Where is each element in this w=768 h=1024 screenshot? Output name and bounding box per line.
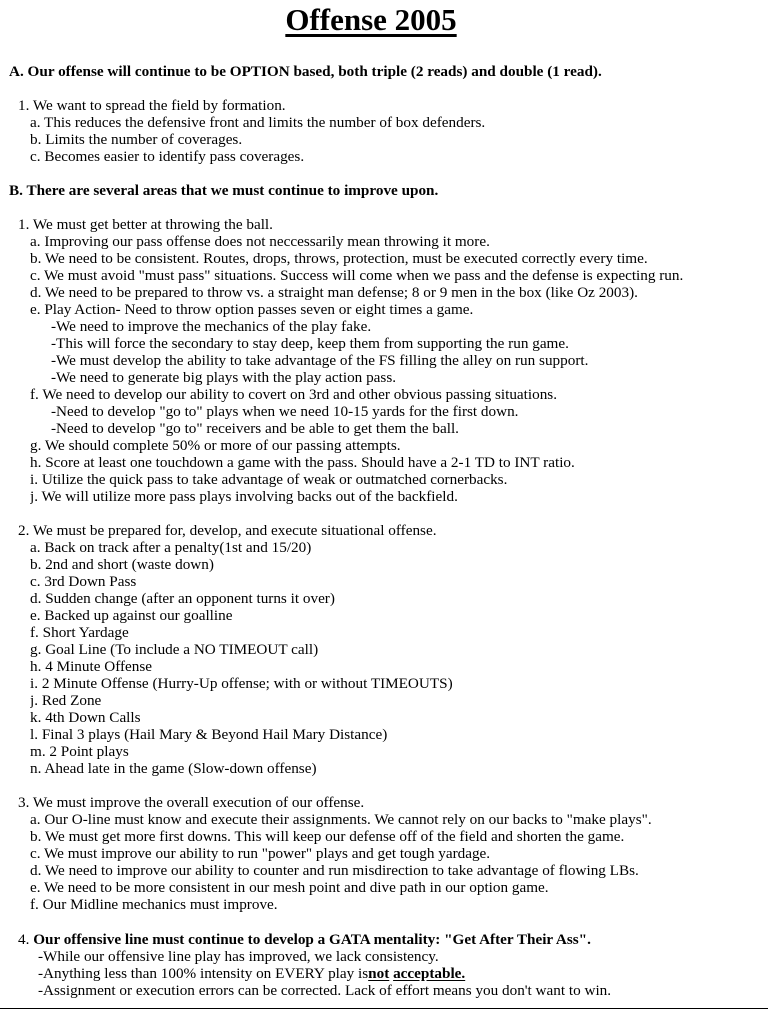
list-item: c. We must improve our ability to run "power" plays and get tough yardage. <box>30 845 491 862</box>
list-item: i. Utilize the quick pass to take advantage of weak or outmatched cornerbacks. <box>30 471 508 488</box>
list-item: f. Short Yardage <box>30 624 129 641</box>
list-item: e. Backed up against our goalline <box>30 607 233 624</box>
list-item <box>18 931 768 948</box>
list-item: -While our offensive line play has improved, we lack consistency. <box>38 948 439 965</box>
list-item: h. Score at least one touchdown a game with the pass. Should have a 2-1 TD to INT ratio. <box>30 454 575 471</box>
list-item: f. Our Midline mechanics must improve. <box>30 896 278 913</box>
footer-rule <box>0 1008 768 1009</box>
list-item: a. Our O-line must know and execute their assignments. We cannot rely on our backs to "make plays". <box>30 811 652 828</box>
item-number: 4. <box>18 931 34 948</box>
list-item: e. We need to be more consistent in our mesh point and dive path in our option game. <box>30 879 549 896</box>
list-item: k. 4th Down Calls <box>30 709 141 726</box>
list-item <box>38 965 768 982</box>
list-item: n. Ahead late in the game (Slow-down offense) <box>30 760 317 777</box>
list-item: i. 2 Minute Offense (Hurry-Up offense; with or without TIMEOUTS) <box>30 675 453 692</box>
list-item: 1. We must get better at throwing the ball. <box>18 216 273 233</box>
item-text: Our offensive line must continue to develop a GATA mentality: "Get After Their Ass". <box>33 931 591 948</box>
list-item: j. We will utilize more pass plays involving backs out of the backfield. <box>30 488 458 505</box>
list-item: g. Goal Line (To include a NO TIMEOUT call) <box>30 641 319 658</box>
list-item: a. This reduces the defensive front and limits the number of box defenders. <box>30 114 486 131</box>
list-item: h. 4 Minute Offense <box>30 658 153 675</box>
list-item: b. We must get more first downs. This will keep our defense off of the field and shorten the game. <box>30 828 625 845</box>
emphasis-acceptable: acceptable. <box>393 965 466 982</box>
list-item: b. 2nd and short (waste down) <box>30 556 214 573</box>
list-item: -This will force the secondary to stay deep, keep them from supporting the run game. <box>51 335 569 352</box>
list-item: e. Play Action- Need to throw option passes seven or eight times a game. <box>30 301 474 318</box>
list-item: c. Becomes easier to identify pass coverages. <box>30 148 305 165</box>
section-heading: B. There are several areas that we must continue to improve upon. <box>9 182 439 199</box>
list-item: d. We need to be prepared to throw vs. a straight man defense; 8 or 9 men in the box (like Oz 2003). <box>30 284 638 301</box>
section-heading: A. Our offense will continue to be OPTION based, both triple (2 reads) and double (1 read). <box>9 63 602 80</box>
list-item: a. Back on track after a penalty(1st and 15/20) <box>30 539 312 556</box>
list-item: j. Red Zone <box>30 692 102 709</box>
list-item: 1. We want to spread the field by formation. <box>18 97 286 114</box>
list-item: f. We need to develop our ability to covert on 3rd and other obvious passing situations. <box>30 386 558 403</box>
list-item: -Need to develop "go to" plays when we need 10-15 yards for the first down. <box>51 403 519 420</box>
list-item: -We need to improve the mechanics of the play fake. <box>51 318 372 335</box>
list-item: d. Sudden change (after an opponent turns it over) <box>30 590 335 607</box>
list-item: -Assignment or execution errors can be corrected. Lack of effort means you don't want to win. <box>38 982 612 999</box>
list-item: m. 2 Point plays <box>30 743 129 760</box>
list-item: a. Improving our pass offense does not neccessarily mean throwing it more. <box>30 233 490 250</box>
list-item: 2. We must be prepared for, develop, and execute situational offense. <box>18 522 437 539</box>
item-text: -Anything less than 100% intensity on EVERY play is <box>38 965 369 982</box>
list-item: -Need to develop "go to" receivers and be able to get them the ball. <box>51 420 459 437</box>
list-item: 3. We must improve the overall execution of our offense. <box>18 794 365 811</box>
emphasis-not: not <box>368 965 390 982</box>
list-item: l. Final 3 plays (Hail Mary & Beyond Hail Mary Distance) <box>30 726 388 743</box>
list-item: c. We must avoid "must pass" situations. Success will come when we pass and the defense is expecting run. <box>30 267 684 284</box>
list-item: -We must develop the ability to take advantage of the FS filling the alley on run support. <box>51 352 589 369</box>
list-item: d. We need to improve our ability to counter and run misdirection to take advantage of flowing LBs. <box>30 862 639 879</box>
list-item: -We need to generate big plays with the play action pass. <box>51 369 397 386</box>
list-item: g. We should complete 50% or more of our passing attempts. <box>30 437 401 454</box>
page-title: Offense 2005 <box>285 2 457 37</box>
list-item: b. We need to be consistent. Routes, drops, throws, protection, must be executed correctly every time. <box>30 250 648 267</box>
list-item: b. Limits the number of coverages. <box>30 131 243 148</box>
list-item: c. 3rd Down Pass <box>30 573 137 590</box>
